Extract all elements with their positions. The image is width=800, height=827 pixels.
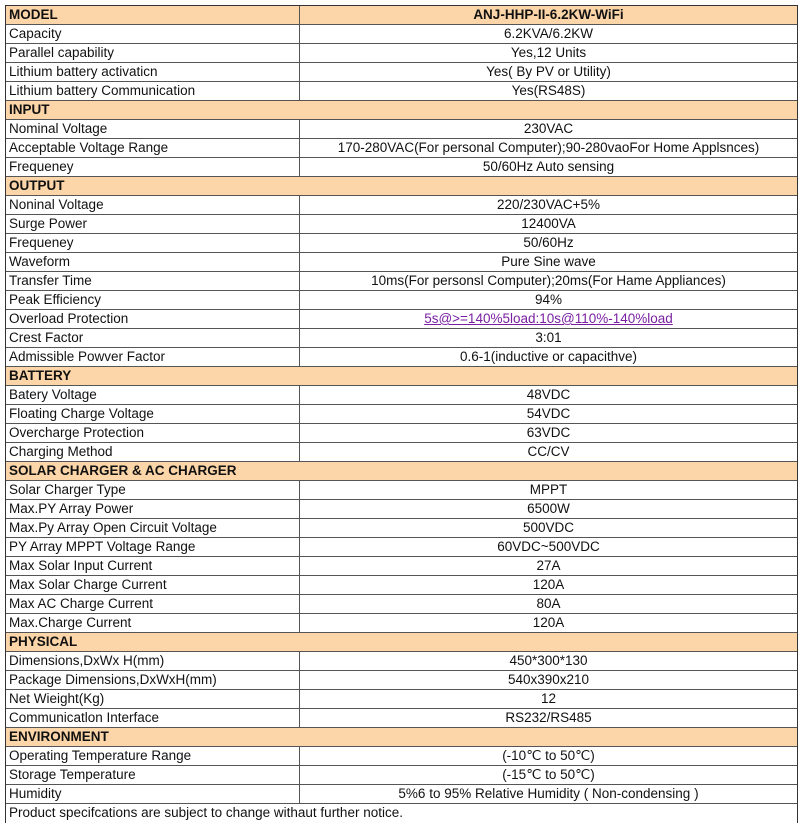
spec-value: 6.2KVA/6.2KW: [503, 26, 594, 41]
spec-value: 120A: [532, 577, 565, 592]
spec-label: Max AC Charge Current: [6, 595, 300, 613]
spec-row: [6, 386, 797, 405]
spec-value: CC/CV: [527, 444, 570, 459]
spec-value: 12400VA: [521, 216, 576, 231]
spec-value: MPPT: [529, 482, 568, 497]
spec-row-lithium-communication: [6, 82, 797, 101]
spec-label: Storage Temperature: [6, 766, 300, 784]
spec-row: [6, 310, 797, 329]
spec-label: Net Wieight(Kg): [6, 690, 300, 708]
spec-label: Transfer Time: [6, 272, 300, 290]
model-row: [6, 6, 797, 25]
spec-value: 540x390x210: [507, 672, 590, 687]
spec-value: 94%: [534, 292, 563, 307]
spec-label: Package Dimensions,DxWxH(mm): [6, 671, 300, 689]
section-header-environment: [6, 728, 797, 747]
spec-label: Parallel capability: [6, 44, 300, 62]
spec-value: 450*300*130: [509, 653, 588, 668]
spec-label: Acceptable Voltage Range: [6, 139, 300, 157]
section-title: INPUT: [9, 102, 50, 117]
spec-row: [6, 158, 797, 177]
spec-label: Peak Efficiency: [6, 291, 300, 309]
section-title: SOLAR CHARGER & AC CHARGER: [9, 463, 237, 478]
spec-row: [6, 671, 797, 690]
section-header-physical: [6, 633, 797, 652]
spec-label: Lithium battery activaticn: [6, 63, 300, 81]
spec-value: Yes(RS48S): [511, 83, 586, 98]
spec-row: [6, 766, 797, 785]
spec-row: [6, 481, 797, 500]
spec-value: 5%6 to 95% Relative Humidity ( Non-condensing ): [398, 786, 699, 801]
spec-value: 0.6-1(inductive or capacithve): [459, 349, 638, 364]
spec-row: [6, 576, 797, 595]
spec-row: [6, 538, 797, 557]
spec-label: Batery Voltage: [6, 386, 300, 404]
spec-row: [6, 348, 797, 367]
spec-label: Admissible Powver Factor: [6, 348, 300, 366]
section-header-input: [6, 101, 797, 120]
spec-value: 220/230VAC+5%: [497, 197, 600, 212]
spec-label: Noninal Voltage: [6, 196, 300, 214]
spec-label: Frequeney: [6, 234, 300, 252]
overload-protection-link[interactable]: 5s@>=140%5load:10s@110%-140%load: [424, 311, 673, 326]
spec-value: 6500W: [527, 501, 570, 516]
spec-value: 50/60Hz Auto sensing: [482, 159, 615, 174]
spec-value: 120A: [532, 615, 565, 630]
spec-label: Overload Protection: [6, 310, 300, 328]
spec-value: 170-280VAC(For personal Computer);90-280vaoFor Home Applsnces): [337, 140, 760, 155]
spec-label: Max.Charge Current: [6, 614, 300, 632]
spec-row: [6, 690, 797, 709]
spec-row: [6, 443, 797, 462]
spec-label: Max.Py Array Open Circuit Voltage: [6, 519, 300, 537]
spec-row: [6, 196, 797, 215]
spec-label: Dimensions,DxWx H(mm): [6, 652, 300, 670]
spec-value: 48VDC: [526, 387, 571, 402]
spec-row: [6, 291, 797, 310]
spec-row: [6, 272, 797, 291]
model-value: ANJ-HHP-II-6.2KW-WiFi: [473, 7, 624, 22]
spec-row: [6, 785, 797, 804]
spec-value: 10ms(For personsl Computer);20ms(For Hame Appliances): [371, 273, 726, 288]
spec-row-parallel: [6, 44, 797, 63]
spec-label: Floating Charge Voltage: [6, 405, 300, 423]
spec-label: Max Solar Input Current: [6, 557, 300, 575]
spec-row: [6, 500, 797, 519]
spec-label: Surge Power: [6, 215, 300, 233]
spec-row: [6, 329, 797, 348]
spec-row: [6, 747, 797, 766]
spec-row-lithium-activation: [6, 63, 797, 82]
spec-label: Operating Temperature Range: [6, 747, 300, 765]
spec-label: Solar Charger Type: [6, 481, 300, 499]
spec-row: [6, 652, 797, 671]
spec-value: Pure Sine wave: [501, 254, 596, 269]
section-title: ENVIRONMENT: [9, 729, 109, 744]
model-label: MODEL: [6, 6, 300, 24]
spec-row: [6, 139, 797, 158]
spec-label: Charging Method: [6, 443, 300, 461]
spec-row: [6, 424, 797, 443]
section-title: BATTERY: [9, 368, 72, 383]
section-header-output: [6, 177, 797, 196]
spec-row: [6, 253, 797, 272]
spec-label: Max.PY Array Power: [6, 500, 300, 518]
spec-value: 54VDC: [526, 406, 571, 421]
spec-label: Frequeney: [6, 158, 300, 176]
section-title: PHYSICAL: [9, 634, 78, 649]
spec-row: [6, 120, 797, 139]
spec-value: RS232/RS485: [505, 710, 592, 725]
spec-row: [6, 215, 797, 234]
spec-label: Waveform: [6, 253, 300, 271]
spec-row: [6, 519, 797, 538]
spec-value: 500VDC: [522, 520, 575, 535]
footnote-row: [6, 804, 797, 823]
spec-label: Communicatlon Interface: [6, 709, 300, 727]
spec-value: 80A: [536, 596, 561, 611]
spec-value: (-15℃ to 50℃): [502, 767, 595, 782]
section-header-battery: [6, 367, 797, 386]
spec-table: [5, 5, 798, 823]
spec-label: Humidity: [6, 785, 300, 803]
spec-label: Crest Factor: [6, 329, 300, 347]
spec-label: Overcharge Protection: [6, 424, 300, 442]
spec-value: Yes( By PV or Utility): [486, 64, 611, 79]
spec-value: 50/60Hz: [523, 235, 574, 250]
spec-label: PY Array MPPT Voltage Range: [6, 538, 300, 556]
spec-value: (-10℃ to 50℃): [502, 748, 595, 763]
spec-row: [6, 557, 797, 576]
spec-row: [6, 405, 797, 424]
spec-value: 3:01: [535, 330, 562, 345]
spec-label: Lithium battery Communication: [6, 82, 300, 100]
spec-value: 63VDC: [526, 425, 571, 440]
spec-row: [6, 614, 797, 633]
spec-value: 230VAC: [523, 121, 574, 136]
section-header-solar: [6, 462, 797, 481]
footnote: Product specifcations are subject to change withaut further notice.: [9, 805, 403, 820]
spec-row: [6, 595, 797, 614]
spec-value: 27A: [536, 558, 561, 573]
spec-label: Max Solar Charge Current: [6, 576, 300, 594]
spec-row-capacity: [6, 25, 797, 44]
spec-label: Nominal Voltage: [6, 120, 300, 138]
spec-value: 60VDC~500VDC: [497, 539, 600, 554]
section-title: OUTPUT: [9, 178, 65, 193]
spec-value: 12: [540, 691, 557, 706]
spec-value: Yes,12 Units: [510, 45, 587, 60]
spec-row: [6, 709, 797, 728]
spec-label: Capacity: [6, 25, 300, 43]
spec-row: [6, 234, 797, 253]
